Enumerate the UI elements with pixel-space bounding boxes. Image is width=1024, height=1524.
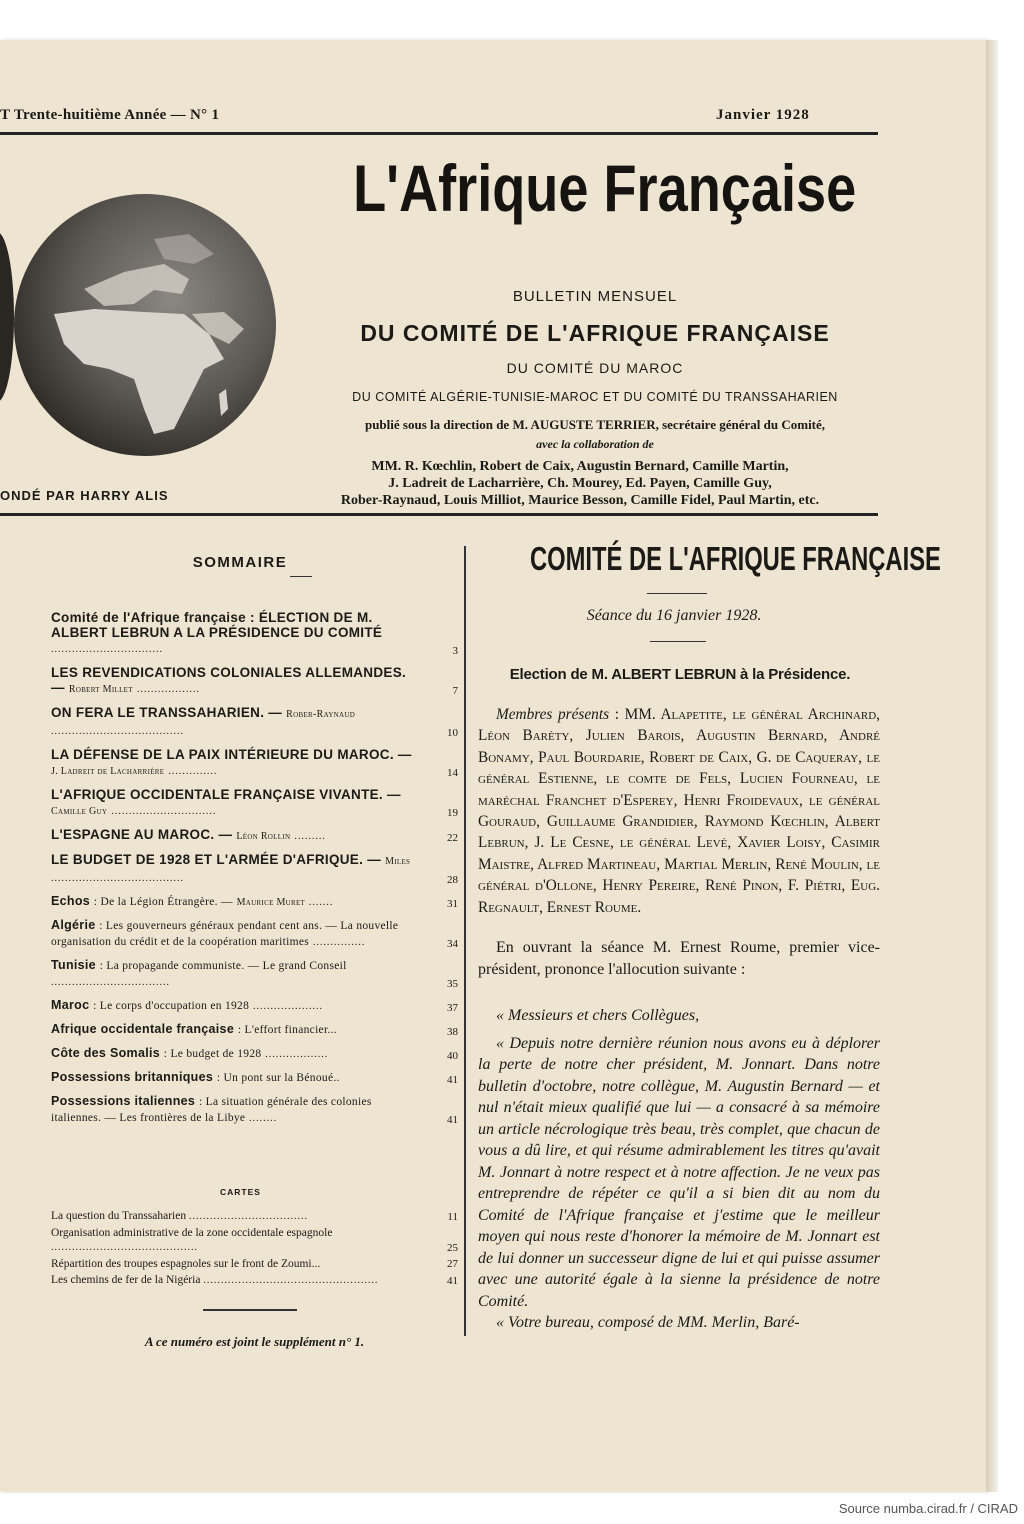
table-of-contents bbox=[51, 610, 458, 1134]
carte-item bbox=[51, 1257, 458, 1271]
toc-entry-desc: : Le corps d'occupation en 1928 bbox=[93, 1000, 250, 1012]
toc-entry-title: LE BUDGET DE 1928 ET L'ARMÉE D'AFRIQUE. — bbox=[51, 852, 382, 867]
toc-entry-page: 19 bbox=[447, 807, 458, 819]
toc-entry-page: 14 bbox=[447, 767, 458, 779]
sommaire-underline bbox=[290, 576, 312, 577]
top-rule bbox=[0, 132, 878, 135]
subtitle-bulletin: BULLETIN MENSUEL bbox=[512, 288, 678, 305]
toc-entry-desc: : La propagande communiste. — Le grand Conseil bbox=[99, 960, 347, 972]
toc-entry: Echos : De la Légion Étrangère. — Maurice Muret ....... 31 bbox=[51, 894, 458, 910]
toc-entry-desc: : De la Légion Étrangère. — bbox=[93, 896, 233, 908]
carte-page: 27 bbox=[447, 1258, 458, 1270]
heading-rule bbox=[647, 593, 707, 594]
election-heading: Election de M. ALBERT LEBRUN à la Présidence. bbox=[509, 666, 851, 683]
collaboration-line: avec la collaboration de bbox=[536, 437, 654, 451]
toc-entry bbox=[51, 1022, 458, 1038]
speech-paragraph: « Depuis notre dernière réunion nous avons eu à déplorer la perte de notre cher président, M. Jonnart. Dans notre bulletin d'octobre, notre collègue, M. Augustin Bernard — et nul n'était mieux qualifié que lui — a consacré à sa mémoire un article nécrologique très beau, très complet, que chacun de vous a dû lire, et qui résume admirablement les titres qu'avait M. Jonnart à notre respect et à notre affection. Je ne veux pas entreprendre de répéter ce qu'il a si bien dit au nom du Comité de l'Afrique française et j'estime que le meilleur moyen qui nous reste d'honorer la mémoire de M. Jonnart est de lui donner un successeur digne de lui et qui puisse assumer avec une autorité égale à la sienne la présidence de notre Comité. bbox=[478, 1034, 880, 1310]
toc-entry-page: 28 bbox=[447, 874, 458, 886]
toc-entry-author: Rober-Raynaud bbox=[286, 709, 356, 720]
toc-entry-desc: : L'effort financier... bbox=[237, 1024, 337, 1036]
toc-entry-title: ON FERA LE TRANSSAHARIEN. — bbox=[51, 705, 283, 720]
toc-entry: Possessions italiennes : La situation générale des colonies italiennes. — Les frontières de la Libye ........ 41 bbox=[51, 1094, 458, 1126]
toc-entry-desc: : Le budget de 1928 bbox=[163, 1048, 262, 1060]
toc-entry-page: 41 bbox=[447, 1114, 458, 1126]
contributors-line: J. Ladreit de Lacharrière, Ch. Mourey, Ed. Payen, Camille Guy, bbox=[388, 476, 772, 491]
direction-line: publié sous la direction de M. AUGUSTE TERRIER, secrétaire général du Comité, bbox=[364, 417, 826, 432]
toc-entry-page: 7 bbox=[452, 685, 458, 697]
toc-entry: LE BUDGET DE 1928 ET L'ARMÉE D'AFRIQUE. — Miles ...................................... 28 bbox=[51, 852, 458, 886]
toc-entry-title: Tunisie bbox=[51, 958, 96, 972]
toc-entry-page: 37 bbox=[447, 1002, 458, 1014]
page-edge bbox=[986, 40, 998, 1492]
opening-paragraph: En ouvrant la séance M. Ernest Roume, premier vice-président, prononce l'allocution suivante : bbox=[478, 939, 880, 978]
toc-entry: ON FERA LE TRANSSAHARIEN. — Rober-Raynaud ...................................... 10 bbox=[51, 705, 458, 739]
subtitle-comite: DU COMITÉ DE L'AFRIQUE FRANÇAISE bbox=[360, 320, 830, 346]
toc-entry-author: J. Ladreit de Lacharrière bbox=[51, 766, 165, 777]
issue-number: T Trente-huitième Année — N° 1 bbox=[0, 107, 220, 123]
toc-entry-title: Possessions italiennes bbox=[51, 1094, 196, 1108]
column-divider bbox=[464, 546, 466, 1336]
speech bbox=[478, 1005, 880, 1334]
toc-entry-page: 38 bbox=[447, 1026, 458, 1038]
contributors-line: Rober-Raynaud, Louis Milliot, Maurice Besson, Camille Fidel, Paul Martin, etc. bbox=[340, 493, 820, 508]
sommaire-title: SOMMAIRE bbox=[192, 554, 288, 571]
toc-entry: Maroc : Le corps d'occupation en 1928 .................... 37 bbox=[51, 998, 458, 1014]
speech-salutation: « Messieurs et chers Collègues, bbox=[496, 1007, 700, 1024]
toc-entry-author: Léon Rollin bbox=[236, 831, 291, 842]
toc-entry: Comité de l'Afrique française : ÉLECTION DE M. ALBERT LEBRUN A LA PRÉSIDENCE DU COMITÉ ................................ 3 bbox=[51, 610, 458, 657]
subtitle-maroc: DU COMITÉ DU MAROC bbox=[506, 360, 684, 376]
cartes-list bbox=[51, 1209, 458, 1290]
carte-item: La question du Transsaharien .................................. 11 bbox=[51, 1210, 458, 1223]
carte-page: 11 bbox=[447, 1211, 458, 1223]
toc-entry: Côte des Somalis : Le budget de 1928 .................. 40 bbox=[51, 1046, 458, 1062]
toc-entry-author: Maurice Muret bbox=[236, 897, 306, 908]
cartes-heading: CARTES bbox=[220, 1187, 261, 1197]
toc-entry: L'AFRIQUE OCCIDENTALE FRANÇAISE VIVANTE. — Camille Guy .............................. 19 bbox=[51, 787, 458, 819]
toc-entry: LA DÉFENSE DE LA PAIX INTÉRIEURE DU MAROC. — J. Ladreit de Lacharrière .............. 14 bbox=[51, 747, 458, 779]
toc-entry-page: 3 bbox=[452, 645, 458, 657]
toc-entry: L'ESPAGNE AU MAROC. — Léon Rollin ......... 22 bbox=[51, 827, 458, 844]
toc-entry-title: Echos bbox=[51, 894, 91, 908]
toc-entry-author: Camille Guy bbox=[51, 806, 108, 817]
carte-title: La question du Transsaharien bbox=[51, 1210, 187, 1222]
africa-map-icon bbox=[14, 194, 276, 456]
masthead-title: L'Afrique Française bbox=[353, 151, 857, 225]
toc-entry-title: LA DÉFENSE DE LA PAIX INTÉRIEURE DU MAROC. — bbox=[51, 747, 412, 762]
toc-entry: Tunisie : La propagande communiste. — Le grand Conseil .................................. 35 bbox=[51, 958, 458, 990]
toc-entry-page: 41 bbox=[447, 1074, 458, 1086]
toc-entry: LES REVENDICATIONS COLONIALES ALLEMANDES. — Robert Millet .................. 7 bbox=[51, 665, 458, 697]
founder-line: ONDÉ PAR HARRY ALIS bbox=[0, 488, 169, 503]
toc-entry-title: Côte des Somalis bbox=[51, 1046, 160, 1060]
seance-rule bbox=[650, 641, 706, 642]
header-rule bbox=[0, 513, 878, 516]
contributors bbox=[270, 458, 890, 509]
toc-entry: Algérie : Les gouverneurs généraux pendant cent ans. — La nouvelle organisation du crédit et de la coopération maritimes ............... 34 bbox=[51, 918, 458, 950]
toc-entry-title: LES REVENDICATIONS COLONIALES ALLEMANDES. — bbox=[51, 665, 407, 695]
toc-entry-page: 22 bbox=[447, 832, 458, 844]
toc-entry-desc: : Un pont sur la Bénoué.. bbox=[216, 1072, 340, 1084]
supplement-note: A ce numéro est joint le supplément n° 1. bbox=[144, 1334, 365, 1349]
toc-entry-title: L'AFRIQUE OCCIDENTALE FRANÇAISE VIVANTE. — bbox=[51, 787, 401, 802]
carte-title: Organisation administrative de la zone occidentale espagnole bbox=[51, 1227, 333, 1239]
carte-item: Les chemins de fer de la Nigéria .................................................. 41 bbox=[51, 1274, 458, 1287]
subtitle-algerie: DU COMITÉ ALGÉRIE-TUNISIE-MAROC ET DU COMITÉ DU TRANSSAHARIEN bbox=[352, 390, 838, 404]
sommaire-end-rule bbox=[203, 1309, 297, 1311]
toc-entry-page: 35 bbox=[447, 978, 458, 990]
toc-entry bbox=[51, 1070, 458, 1086]
issue-date: Janvier 1928 bbox=[716, 107, 810, 123]
carte-page: 25 bbox=[447, 1242, 458, 1254]
toc-entry-title: L'ESPAGNE AU MAROC. — bbox=[51, 827, 233, 842]
carte-page: 41 bbox=[447, 1275, 458, 1287]
carte-title: Répartition des troupes espagnoles sur le front de Zoumi... bbox=[51, 1258, 321, 1270]
toc-entry-desc: : Les gouverneurs généraux pendant cent ans. — La nouvelle organisation du crédit et de la coopération maritimes bbox=[51, 920, 399, 948]
toc-entry-author: Robert Millet bbox=[68, 684, 133, 695]
toc-entry-page: 10 bbox=[447, 727, 458, 739]
members-paragraph bbox=[478, 704, 880, 918]
toc-entry-title: Maroc bbox=[51, 998, 90, 1012]
seance-date: Séance du 16 janvier 1928. bbox=[586, 607, 762, 624]
toc-entry-desc: : La situation générale des colonies italiennes. — Les frontières de la Libye bbox=[51, 1096, 372, 1124]
toc-entry-title: Algérie bbox=[51, 918, 96, 932]
toc-entry-page: 31 bbox=[447, 898, 458, 910]
speech-paragraph: « Votre bureau, composé de MM. Merlin, Baré- bbox=[496, 1314, 800, 1331]
source-credit: Source numba.cirad.fr / CIRAD bbox=[838, 1501, 1018, 1516]
members-list: : MM. Alapetite, le général Archinard, Léon Barèty, Julien Barois, Augustin Bernard, André Bonamy, Paul Bourdarie, Robert de Caix, G. de Caqueray, le général Estienne, le comte de Fels, Lucien Fourneau, le maréchal Franchet d'Esperey, Henri Froidevaux, le général Gouraud, Guillaume Grandidier, Raymond Kœchlin, Albert Lebrun, J. Le Cesne, le général Levé, Xavier Loisy, Casimir Maistre, Alfred Martineau, Martial Merlin, René Moulin, le général d'Ollone, Henry Pereire, René Pinon, F. Piétri, Eug. Regnault, Ernest Roume. bbox=[478, 706, 880, 916]
contributors-line: MM. R. Kœchlin, Robert de Caix, Augustin Bernard, Camille Martin, bbox=[371, 459, 789, 474]
toc-entry-title: Possessions britanniques bbox=[51, 1070, 214, 1084]
toc-entry-page: 34 bbox=[447, 938, 458, 950]
toc-entry-author: Miles bbox=[385, 856, 411, 867]
toc-entry-title: Afrique occidentale française bbox=[51, 1022, 235, 1036]
toc-entry-page: 40 bbox=[447, 1050, 458, 1062]
carte-title: Les chemins de fer de la Nigéria bbox=[51, 1274, 201, 1286]
carte-item: Organisation administrative de la zone occidentale espagnole .......................................... 25 bbox=[51, 1227, 458, 1254]
globe-illustration bbox=[14, 194, 276, 456]
article-heading: COMITÉ DE L'AFRIQUE FRANÇAISE bbox=[530, 540, 941, 577]
members-label: Membres présents bbox=[496, 706, 610, 723]
toc-entry-title: Comité de l'Afrique française : ÉLECTION DE M. ALBERT LEBRUN A LA PRÉSIDENCE DU COMITÉ bbox=[51, 610, 383, 640]
